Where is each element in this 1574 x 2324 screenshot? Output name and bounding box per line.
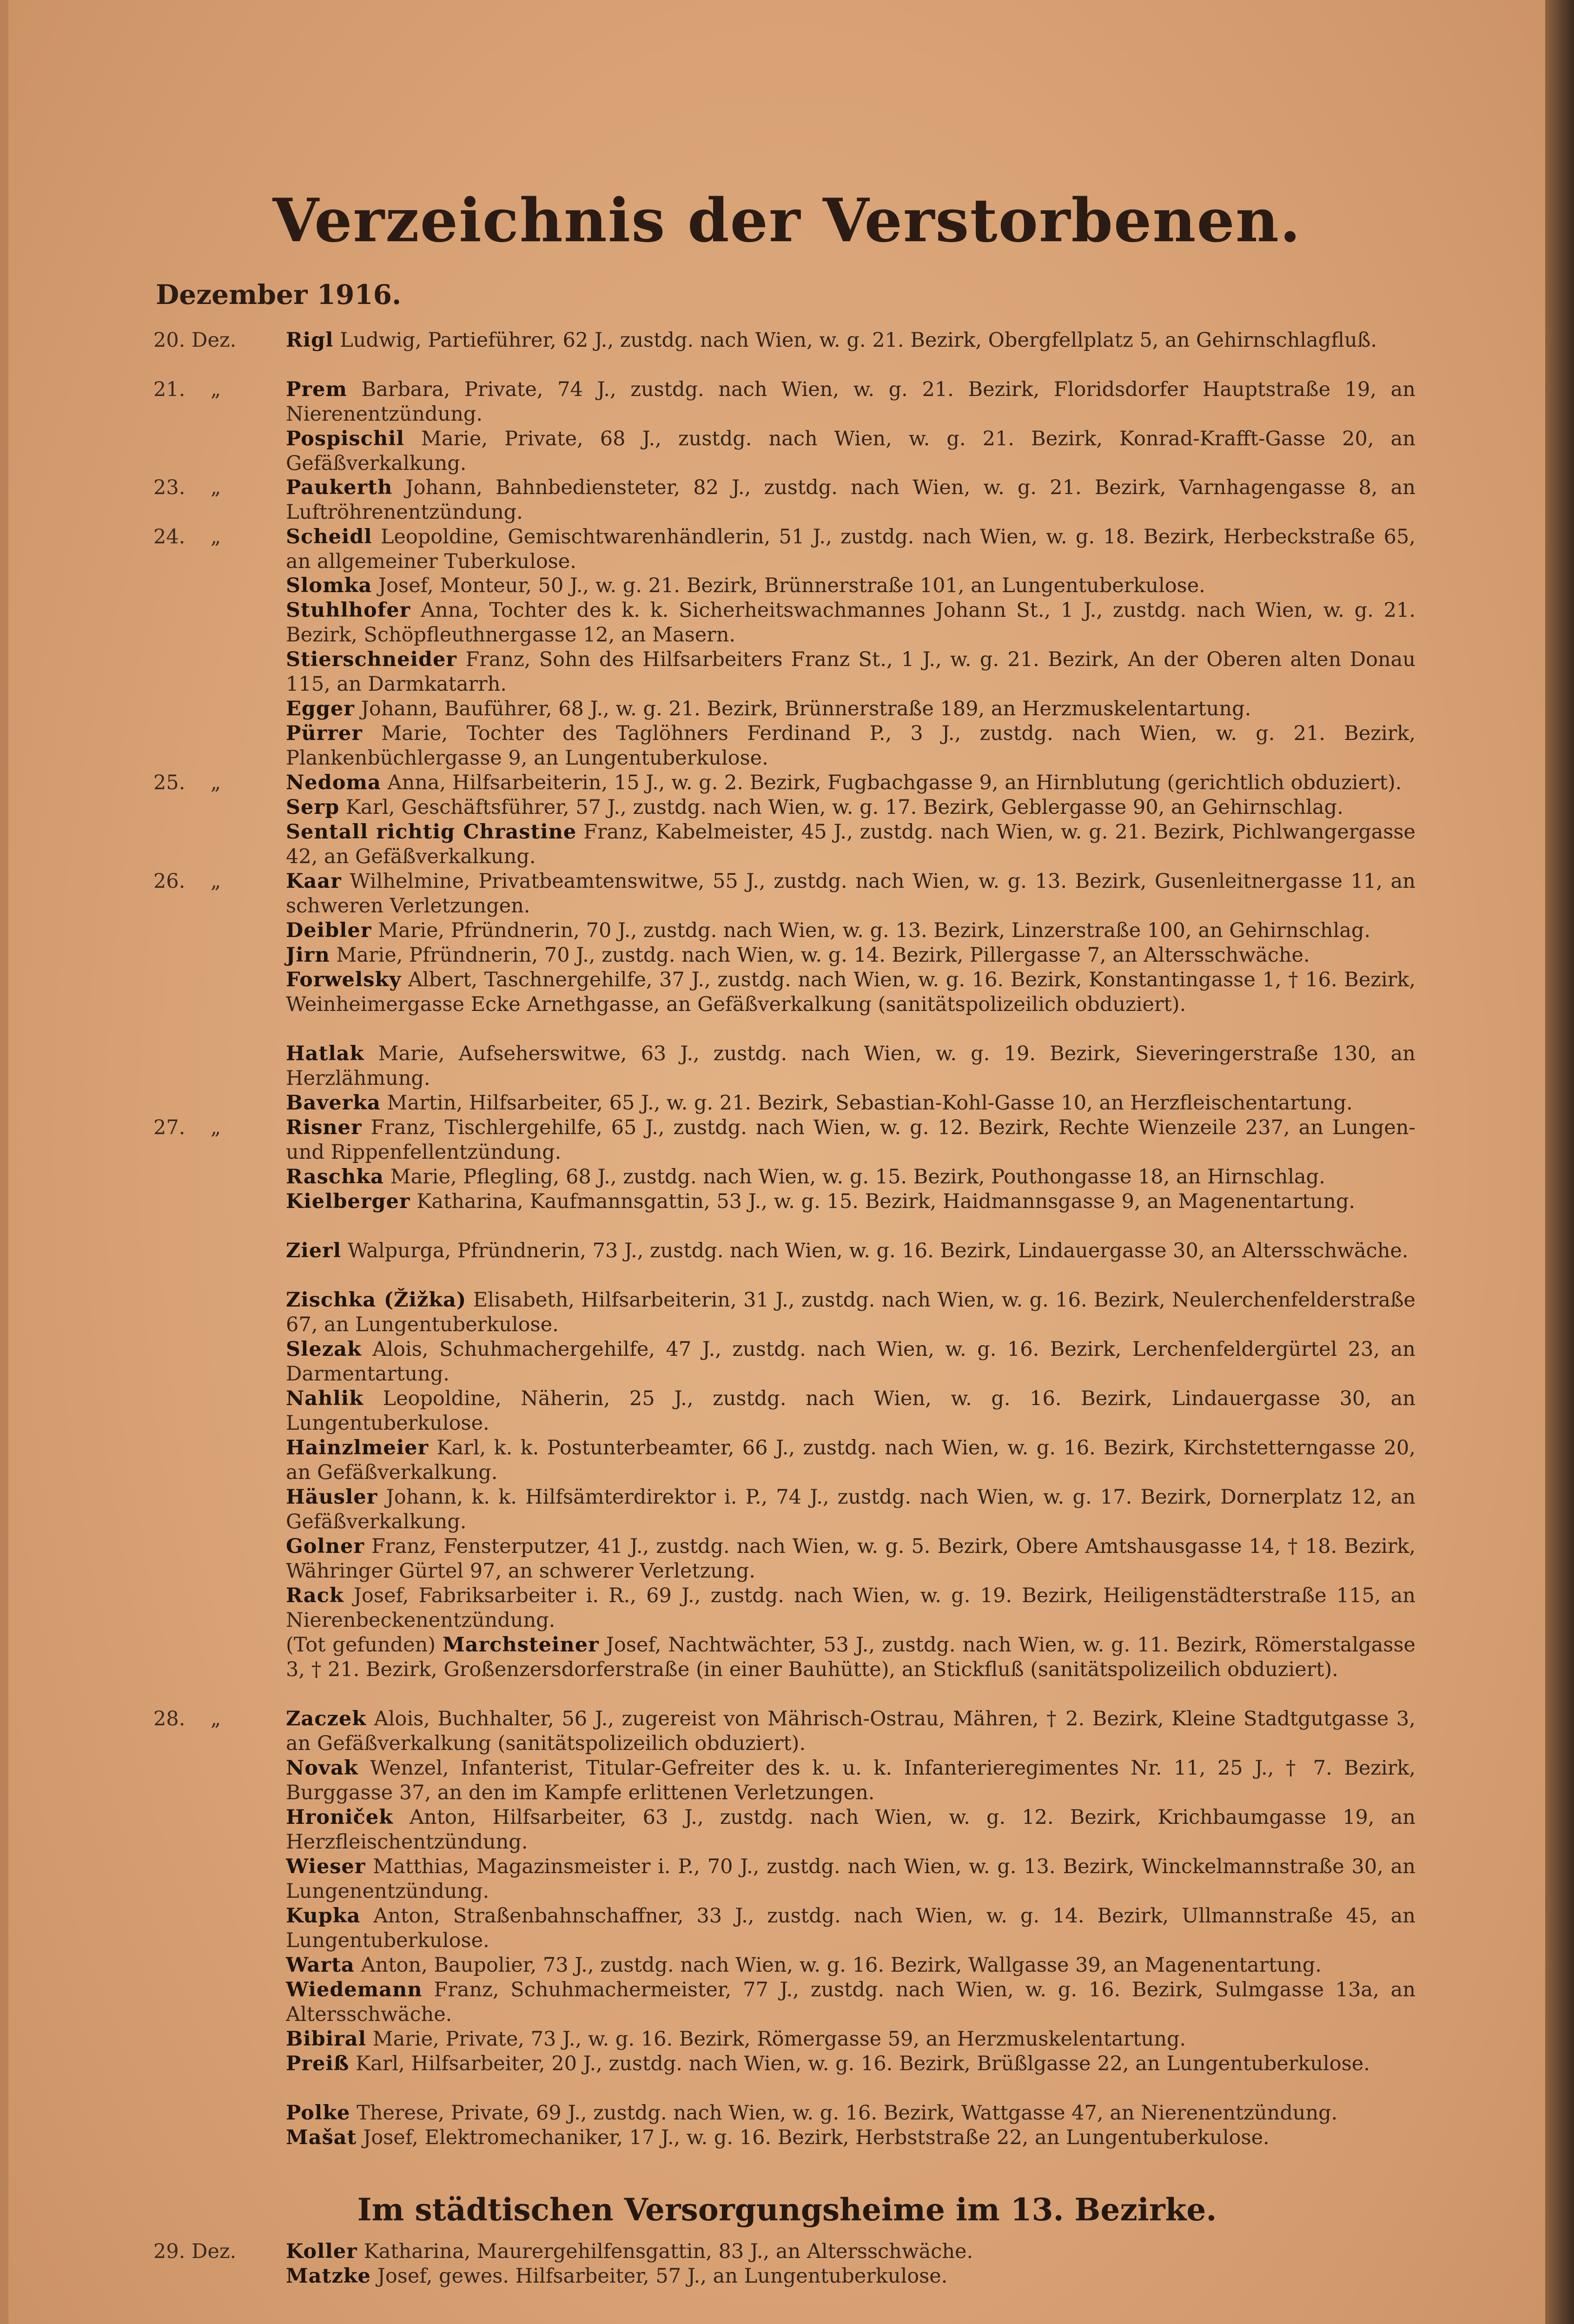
entry-text: [286, 525, 1415, 574]
entry-date: 26. „: [153, 870, 221, 893]
deceased-name: Slomka: [286, 574, 372, 597]
deceased-name: Egger: [286, 697, 355, 720]
entry-text: [286, 1855, 1415, 1904]
entry-details: Franz, Sohn des Hilfsarbeiters Franz St., 1 J., w. g. 21. Bezirk, An der Oberen alten Donau 115, an Darmkatarrh.: [286, 648, 1416, 696]
entry-text: [286, 328, 1415, 353]
entry-text: [286, 2101, 1415, 2126]
deceased-name: Scheidl: [286, 525, 372, 548]
entry-text: [286, 1805, 1415, 1855]
entry-details: Elisabeth, Hilfsarbeiterin, 31 J., zustdg. nach Wien, w. g. 16. Bezirk, Neulerchenfelderstraße 67, an Lungentuberkulose.: [286, 1288, 1415, 1336]
entry-text: [286, 1337, 1415, 1386]
entry-text: [286, 1584, 1415, 1633]
section-heading: Im städtischen Versorgungsheime im 13. Bezirke.: [357, 2192, 1217, 2228]
entry-details: Leopoldine, Näherin, 25 J., zustdg. nach Wien, w. g. 16. Bezirk, Lindauergasse 30, an Lungentuberkulose.: [286, 1387, 1416, 1435]
entry-details: Johann, Bauführer, 68 J., w. g. 21. Bezirk, Brünnerstraße 189, an Herzmuskelentartung.: [361, 697, 1251, 720]
page-left-edge: [0, 0, 8, 2324]
entry-date: 21. „: [153, 378, 221, 401]
deceased-name: Prem: [286, 378, 347, 401]
entry-details: Josef, Nachtwächter, 53 J., zustdg. nach Wien, w. g. 11. Bezirk, Römerstalgasse 3, † 21. Bezirk, Großenzersdorferstraße (in einer Bauhütte), an Stickfluß (sanitätspolizeilich obduziert).: [286, 1633, 1416, 1681]
entry-text: [286, 2052, 1415, 2076]
deceased-name: Warta: [286, 1954, 355, 1977]
page-title: Verzeichnis der Verstorbenen.: [272, 186, 1302, 256]
entry-text: [286, 968, 1415, 1017]
entry-text: [286, 943, 1415, 968]
deceased-name: Stuhlhofer: [286, 599, 411, 622]
entry-text: [286, 574, 1415, 598]
entry-date: 28. „: [153, 1707, 221, 1730]
deceased-name: Rack: [286, 1584, 344, 1607]
entry-text: [286, 598, 1415, 647]
deceased-name: Hatlak: [286, 1042, 364, 1065]
deceased-name: Bibiral: [286, 2027, 366, 2051]
entry-details: Wenzel, Infanterist, Titular-Gefreiter des k. u. k. Infanterieregimentes Nr. 11, 25 J., † 7. Bezirk, Burggasse 37, an den im Kampfe erlittenen Verletzungen.: [286, 1756, 1415, 1804]
deceased-name: Novak: [286, 1756, 358, 1780]
deceased-name: Hainzlmeier: [286, 1436, 429, 1459]
entry-text: [286, 377, 1415, 427]
entry-text: [286, 1042, 1415, 1091]
entry-details: Marie, Aufseherswitwe, 63 J., zustdg. nach Wien, w. g. 19. Bezirk, Sieveringerstraße 130, an Herzlähmung.: [286, 1042, 1415, 1090]
deceased-name: Golner: [286, 1535, 365, 1558]
entry-date: 24. „: [153, 525, 221, 548]
entry-details: Martin, Hilfsarbeiter, 65 J., w. g. 21. Bezirk, Sebastian-Kohl-Gasse 10, an Herzfleischentartung.: [387, 1091, 1353, 1115]
deceased-name: Serp: [286, 796, 340, 819]
deceased-name: Zischka (Žižka): [286, 1288, 467, 1312]
deceased-name: Paukerth: [286, 476, 393, 499]
entry-details: Katharina, Maurergehilfensgattin, 83 J., an Altersschwäche.: [364, 2240, 973, 2263]
deceased-name: Sentall richtig Chrastine: [286, 820, 577, 844]
entry-details: Franz, Tischlergehilfe, 65 J., zustdg. nach Wien, w. g. 12. Bezirk, Rechte Wienzeile 237, an Lungen- und Rippenfellentzündung.: [286, 1116, 1415, 1164]
entry-text: [286, 2264, 1415, 2289]
deceased-name: Kaar: [286, 870, 342, 893]
entry-details: Matthias, Magazinsmeister i. P., 70 J., zustdg. nach Wien, w. g. 13. Bezirk, Winckelmannstraße 30, an Lungenentzündung.: [286, 1855, 1415, 1903]
entry-text: [286, 795, 1415, 820]
entry-date: 25. „: [153, 771, 221, 794]
entry-text: [286, 918, 1415, 943]
entry-details: Alois, Schuhmachergehilfe, 47 J., zustdg. nach Wien, w. g. 16. Bezirk, Lerchenfeldergürtel 23, an Darmentartung.: [286, 1338, 1415, 1386]
entry-details: Barbara, Private, 74 J., zustdg. nach Wien, w. g. 21. Bezirk, Floridsdorfer Hauptstraße 19, an Nierenentzündung.: [286, 378, 1416, 426]
entry-text: [286, 2239, 1415, 2264]
deceased-name: Nahlik: [286, 1387, 364, 1410]
entry-details: Josef, gewes. Hilfsarbeiter, 57 J., an Lungentuberkulose.: [377, 2265, 948, 2288]
entry-text: [286, 721, 1415, 771]
deceased-name: Stierschneider: [286, 648, 457, 671]
entry-details: Anna, Tochter des k. k. Sicherheitswachmannes Johann St., 1 J., zustdg. nach Wien, w. g. 21. Bezirk, Schöpfleuthnergasse 12, an Masern.: [286, 599, 1415, 647]
entry-details: Therese, Private, 69 J., zustdg. nach Wien, w. g. 16. Bezirk, Wattgasse 47, an Nierenentzündung.: [357, 2101, 1338, 2125]
deceased-name: Forwelsky: [286, 968, 402, 991]
entry-details: Johann, Bahnbediensteter, 82 J., zustdg. nach Wien, w. g. 21. Bezirk, Varnhagengasse 8, an Luftröhrenentzündung.: [286, 476, 1415, 524]
page-right-edge: [1545, 0, 1574, 2324]
deceased-name: Slezak: [286, 1338, 362, 1361]
entry-details: Johann, k. k. Hilfsämterdirektor i. P., 74 J., zustdg. nach Wien, w. g. 17. Bezirk, Dornerplatz 12, an Gefäßverkalkung.: [286, 1486, 1416, 1533]
entry-details: Anton, Straßenbahnschaffner, 33 J., zustdg. nach Wien, w. g. 14. Bezirk, Ullmannstraße 45, an Lungentuberkulose.: [286, 1904, 1416, 1952]
deceased-name: Wiedemann: [286, 1978, 423, 2001]
entry-text: [286, 647, 1415, 697]
deceased-name: Polke: [286, 2101, 351, 2125]
deceased-name: Preiß: [286, 2052, 350, 2075]
entry-details: Walpurga, Pfründnerin, 73 J., zustdg. nach Wien, w. g. 16. Bezirk, Lindauergasse 30, an Altersschwäche.: [347, 1239, 1409, 1262]
deceased-name: Koller: [286, 2240, 357, 2263]
entry-date: 27. „: [153, 1116, 221, 1139]
deceased-name: Pürrer: [286, 722, 363, 745]
entry-details: Franz, Fensterputzer, 41 J., zustdg. nach Wien, w. g. 5. Bezirk, Obere Amtshausgasse 14, † 18. Bezirk, Währinger Gürtel 97, an schwerer Verletzung.: [286, 1535, 1415, 1583]
deceased-name: Matzke: [286, 2265, 371, 2288]
entry-text: [286, 1091, 1415, 1116]
deceased-name: Mašat: [286, 2126, 357, 2149]
deceased-name: Jirn: [286, 944, 330, 967]
deceased-name: Kupka: [286, 1904, 361, 1928]
entry-text: [286, 1239, 1415, 1263]
deceased-name: Zierl: [286, 1239, 342, 1262]
entry-details: Alois, Buchhalter, 56 J., zugereist von Mährisch-Ostrau, Mähren, † 2. Bezirk, Kleine Stadtgutgasse 3, an Gefäßverkalkung (sanitätspolizeilich obduziert).: [286, 1707, 1416, 1755]
deceased-name: Raschka: [286, 1165, 384, 1188]
entry-text: [286, 1116, 1415, 1165]
deceased-name: Zaczek: [286, 1707, 367, 1730]
deceased-name: Marchsteiner: [443, 1633, 599, 1657]
entry-details: Ludwig, Partieführer, 62 J., zustdg. nach Wien, w. g. 21. Bezirk, Obergfellplatz 5, an Gehirnschlagfluß.: [340, 329, 1377, 352]
entry-date: 20. Dez.: [153, 329, 237, 352]
entry-details: Marie, Pfründnerin, 70 J., zustdg. nach Wien, w. g. 13. Bezirk, Linzerstraße 100, an Gehirnschlag.: [378, 919, 1371, 942]
entry-text: [286, 1534, 1415, 1584]
entry-details: Anton, Hilfsarbeiter, 63 J., zustdg. nach Wien, w. g. 12. Bezirk, Krichbaumgasse 19, an Herzfleischentzündung.: [286, 1806, 1415, 1854]
entry-details: Franz, Schuhmachermeister, 77 J., zustdg. nach Wien, w. g. 16. Bezirk, Sulmgasse 13a, an Altersschwäche.: [286, 1978, 1416, 2026]
entry-date: 29. Dez.: [153, 2240, 237, 2263]
deceased-name: Kielberger: [286, 1190, 410, 1213]
entry-details: Marie, Tochter des Taglöhners Ferdinand P., 3 J., zustdg. nach Wien, w. g. 21. Bezirk, Plankenbüchlergasse 9, an Lungentuberkulose.: [286, 722, 1415, 770]
entry-date: 23. „: [153, 476, 221, 499]
entry-text: [286, 1707, 1415, 1756]
deceased-name: Pospischil: [286, 427, 404, 450]
entry-text: [286, 820, 1415, 869]
entry-text: [286, 475, 1415, 525]
entry-details: Josef, Monteur, 50 J., w. g. 21. Bezirk, Brünnerstraße 101, an Lungentuberkulose.: [378, 574, 1205, 597]
entry-details: Anton, Baupolier, 73 J., zustdg. nach Wien, w. g. 16. Bezirk, Wallgasse 39, an Magenentartung.: [361, 1954, 1322, 1977]
entry-text: [286, 2126, 1415, 2150]
entry-text: [286, 1633, 1415, 1682]
entry-details: Marie, Private, 68 J., zustdg. nach Wien, w. g. 21. Bezirk, Konrad-Krafft-Gasse 20, an Gefäßverkalkung.: [286, 427, 1415, 475]
entry-text: [286, 1756, 1415, 1805]
entry-text: [286, 1165, 1415, 1189]
entry-text: [286, 1485, 1415, 1534]
entry-text: [286, 1904, 1415, 1953]
entry-text: [286, 1953, 1415, 1978]
entry-details: Albert, Taschnergehilfe, 37 J., zustdg. nach Wien, w. g. 16. Bezirk, Konstantingasse 1, † 16. Bezirk, Weinheimergasse Ecke Arnethgasse, an Gefäßverkalkung (sanitätspolizeilich obduziert).: [286, 968, 1415, 1016]
entry-details: Marie, Pflegling, 68 J., zustdg. nach Wien, w. g. 15. Bezirk, Pouthongasse 18, an Hirnschlag.: [390, 1165, 1325, 1188]
deceased-name: Hroniček: [286, 1806, 393, 1829]
deceased-name: Nedoma: [286, 771, 381, 794]
entry-text: [286, 771, 1415, 795]
entry-details: Leopoldine, Gemischtwarenhändlerin, 51 J., zustdg. nach Wien, w. g. 18. Bezirk, Herbeckstraße 65, an allgemeiner Tuberkulose.: [286, 525, 1415, 573]
entry-text: [286, 869, 1415, 918]
entry-details: Marie, Pfründnerin, 70 J., zustdg. nach Wien, w. g. 14. Bezirk, Pillergasse 7, an Altersschwäche.: [336, 944, 1310, 967]
deceased-name: Risner: [286, 1116, 362, 1139]
entry-details: Josef, Fabriksarbeiter i. R., 69 J., zustdg. nach Wien, w. g. 19. Bezirk, Heiligenstädterstraße 115, an Nierenbeckenentzündung.: [286, 1584, 1416, 1632]
entry-text: [286, 1189, 1415, 1214]
entry-details: Karl, Geschäftsführer, 57 J., zustdg. nach Wien, w. g. 17. Bezirk, Geblergasse 90, an Gehirnschlag.: [345, 796, 1343, 819]
entry-text: [286, 1978, 1415, 2027]
entry-text: [286, 1288, 1415, 1337]
entry-details: Anna, Hilfsarbeiterin, 15 J., w. g. 2. Bezirk, Fugbachgasse 9, an Hirnblutung (gerichtlich obduziert).: [387, 771, 1402, 794]
entry-details: Wilhelmine, Privatbeamtenswitwe, 55 J., zustdg. nach Wien, w. g. 13. Bezirk, Gusenleitnergasse 11, an schweren Verletzungen.: [286, 870, 1415, 918]
deceased-name: Wieser: [286, 1855, 366, 1878]
deceased-name: Baverka: [286, 1091, 381, 1115]
deceased-name: Häusler: [286, 1486, 378, 1509]
entry-text: [286, 1436, 1415, 1485]
entry-details: Katharina, Kaufmannsgattin, 53 J., w. g. 15. Bezirk, Haidmannsgasse 9, an Magenentartung.: [417, 1190, 1356, 1213]
deceased-name: Rigl: [286, 329, 334, 352]
entry-details: Franz, Kabelmeister, 45 J., zustdg. nach Wien, w. g. 21. Bezirk, Pichlwangergasse 42, an Gefäßverkalkung.: [286, 820, 1415, 868]
entry-text: [286, 2027, 1415, 2052]
deceased-name: Deibler: [286, 919, 372, 942]
entry-details: Karl, k. k. Postunterbeamter, 66 J., zustdg. nach Wien, w. g. 16. Bezirk, Kirchstetterngasse 20, an Gefäßverkalkung.: [286, 1436, 1416, 1484]
entry-details: Karl, Hilfsarbeiter, 20 J., zustdg. nach Wien, w. g. 16. Bezirk, Brüßlgasse 22, an Lungentuberkulose.: [356, 2052, 1370, 2075]
entry-details: Josef, Elektromechaniker, 17 J., w. g. 16. Bezirk, Herbststraße 22, an Lungentuberkulose.: [363, 2126, 1270, 2149]
entry-prefix: (Tot gefunden): [286, 1633, 443, 1657]
entry-text: [286, 427, 1415, 476]
month-heading: Dezember 1916.: [156, 279, 402, 310]
entry-text: [286, 697, 1415, 721]
entry-details: Marie, Private, 73 J., w. g. 16. Bezirk, Römergasse 59, an Herzmuskelentartung.: [372, 2027, 1186, 2051]
entry-text: [286, 1386, 1415, 1436]
